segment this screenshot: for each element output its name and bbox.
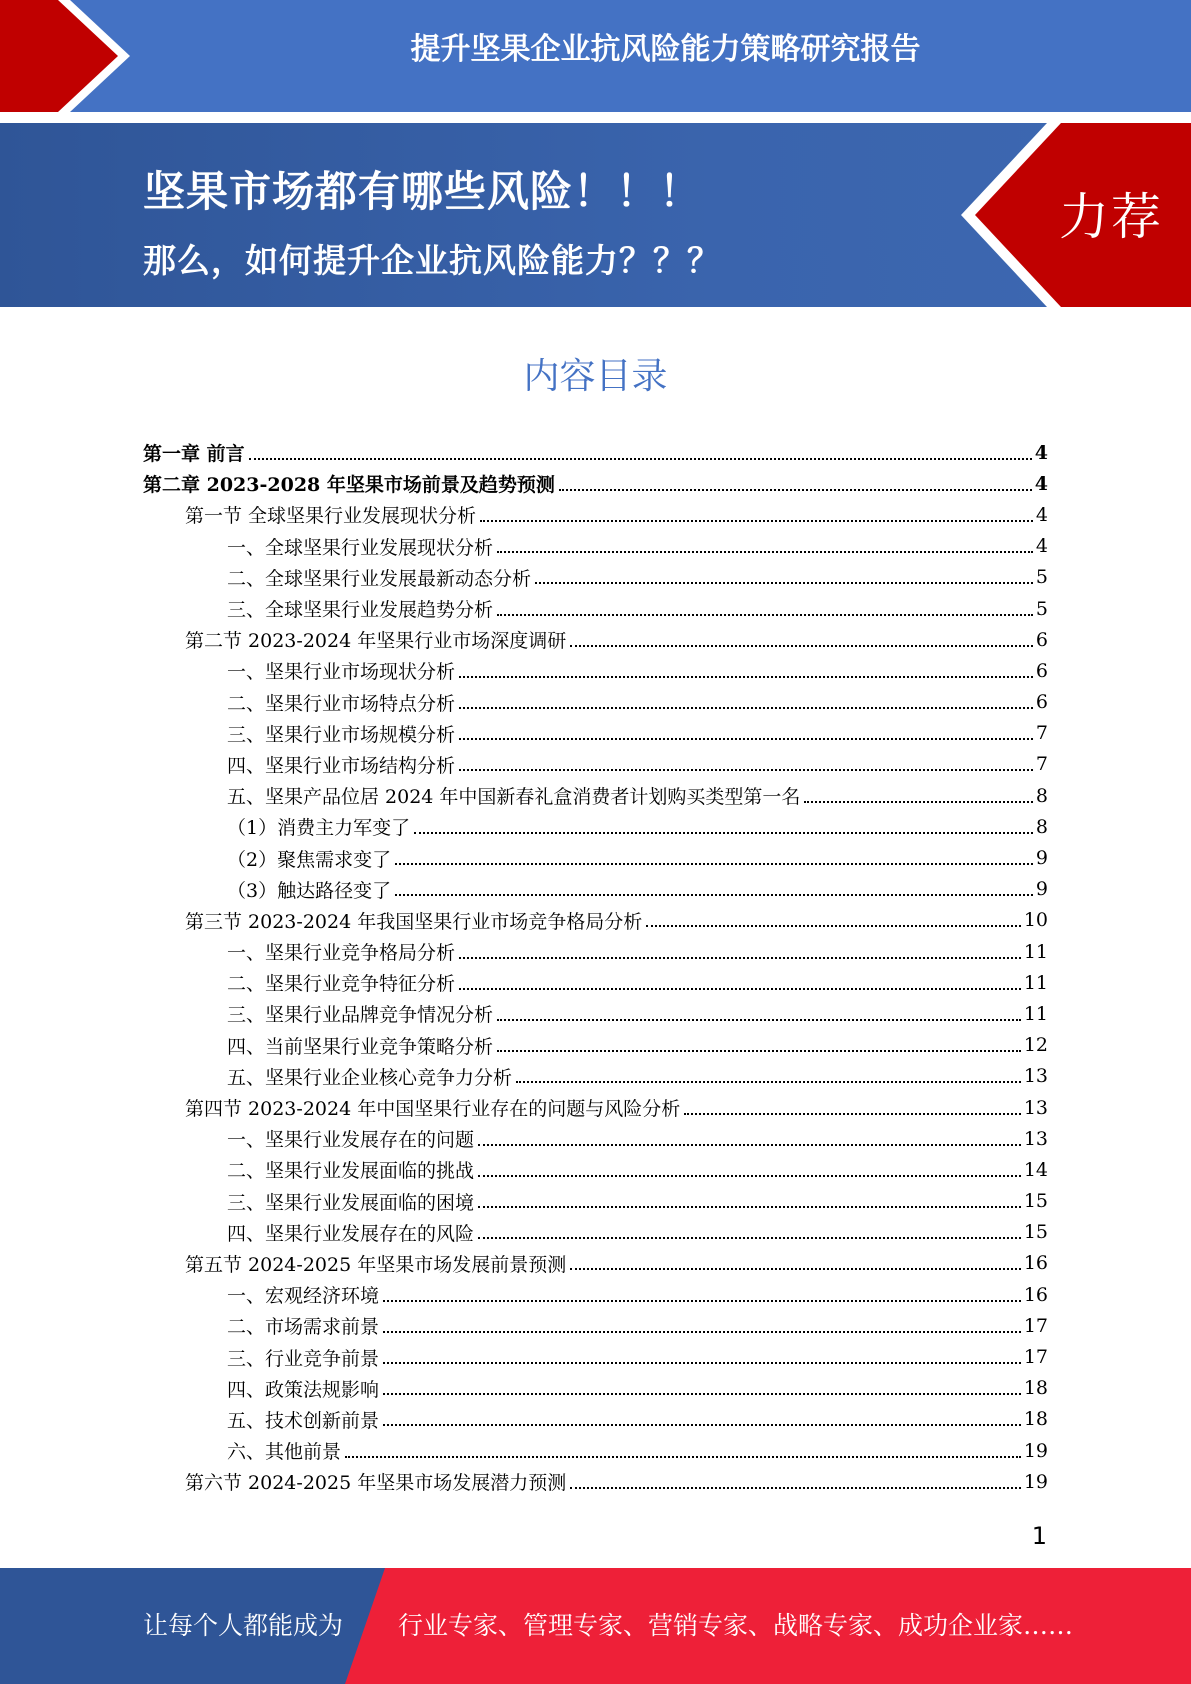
toc-dot-leader <box>804 801 1032 803</box>
toc-entry[interactable] <box>143 1154 1048 1185</box>
toc-dot-leader <box>478 1206 1021 1208</box>
toc-entry[interactable] <box>143 1092 1048 1123</box>
toc-entry[interactable] <box>143 531 1048 562</box>
toc-entry-page: 18 <box>1023 1408 1048 1431</box>
toc-entry[interactable] <box>143 1310 1048 1341</box>
toc-entry[interactable] <box>143 905 1048 936</box>
toc-dot-leader <box>478 1237 1021 1239</box>
toc-entry[interactable] <box>143 1341 1048 1372</box>
toc-entry-label: 第五节 2024-2025 年坚果市场发展前景预测 <box>185 1253 567 1276</box>
toc-entry-page: 17 <box>1023 1314 1048 1337</box>
toc-entry-page: 8 <box>1035 784 1048 807</box>
toc-entry-page: 7 <box>1035 722 1048 745</box>
toc-dot-leader <box>570 645 1033 647</box>
toc-entry[interactable] <box>143 749 1048 780</box>
toc-entry[interactable] <box>143 562 1048 593</box>
toc-entry-page: 11 <box>1023 1002 1048 1025</box>
toc-entry-label: 第一章 前言 <box>143 443 245 466</box>
toc-dot-leader <box>383 1300 1021 1302</box>
toc-dot-leader <box>459 738 1033 740</box>
toc-entry-label: （2）聚焦需求变了 <box>227 848 392 871</box>
toc-dot-leader <box>570 1487 1021 1489</box>
toc-entry-label: 四、坚果行业发展存在的风险 <box>227 1222 475 1245</box>
toc-entry-page: 19 <box>1023 1439 1048 1462</box>
toc-entry[interactable] <box>143 1123 1048 1154</box>
toc-entry-label: 五、坚果行业企业核心竞争力分析 <box>227 1066 513 1089</box>
toc-dot-leader <box>684 1113 1021 1115</box>
toc-entry-page: 18 <box>1023 1377 1048 1400</box>
toc-entry[interactable] <box>143 811 1048 842</box>
toc-dot-leader <box>383 1393 1021 1395</box>
footer-slogan-right: 行业专家、管理专家、营销专家、战略专家、成功企业家…… <box>398 1611 1074 1640</box>
toc-entry[interactable] <box>143 998 1048 1029</box>
toc-entry-label: 第六节 2024-2025 年坚果市场发展潜力预测 <box>185 1472 567 1495</box>
table-of-contents <box>143 437 1048 1497</box>
toc-dot-leader <box>535 582 1033 584</box>
toc-entry-page: 10 <box>1023 909 1048 932</box>
toc-entry-label: 三、坚果行业发展面临的困境 <box>227 1191 475 1214</box>
toc-entry-page: 7 <box>1035 753 1048 776</box>
toc-entry-page: 5 <box>1035 597 1048 620</box>
page-number: 1 <box>1031 1522 1047 1550</box>
toc-dot-leader <box>459 769 1033 771</box>
toc-entry-page: 16 <box>1023 1252 1048 1275</box>
toc-entry-page: 8 <box>1035 815 1048 838</box>
toc-entry-page: 6 <box>1035 628 1048 651</box>
toc-entry-label: 五、技术创新前景 <box>227 1409 380 1432</box>
toc-dot-leader <box>559 489 1032 491</box>
top-header-bar <box>0 0 1191 112</box>
toc-entry-page: 16 <box>1023 1283 1048 1306</box>
toc-entry[interactable] <box>143 1435 1048 1466</box>
toc-entry-label: （3）触达路径变了 <box>227 879 392 902</box>
toc-entry-page: 4 <box>1034 441 1048 464</box>
toc-entry-label: 二、坚果行业竞争特征分析 <box>227 973 456 996</box>
toc-dot-leader <box>383 1424 1021 1426</box>
toc-entry-label: 二、坚果行业市场特点分析 <box>227 692 456 715</box>
toc-entry[interactable] <box>143 718 1048 749</box>
toc-dot-leader <box>478 1144 1021 1146</box>
toc-entry[interactable] <box>143 468 1048 499</box>
toc-dot-leader <box>345 1456 1021 1458</box>
toc-entry[interactable] <box>143 499 1048 530</box>
toc-entry[interactable] <box>143 842 1048 873</box>
toc-entry-label: 四、当前坚果行业竞争策略分析 <box>227 1035 494 1058</box>
toc-entry-label: 一、坚果行业竞争格局分析 <box>227 942 456 965</box>
toc-entry-label: 三、坚果行业品牌竞争情况分析 <box>227 1004 494 1027</box>
recommend-badge-text: 力荐 <box>1059 188 1163 246</box>
toc-entry-label: 第二章 2023-2028 年坚果市场前景及趋势预测 <box>143 474 555 497</box>
toc-entry-label: 一、宏观经济环境 <box>227 1285 380 1308</box>
toc-entry-label: 四、政策法规影响 <box>227 1378 380 1401</box>
toc-entry-page: 11 <box>1023 940 1048 963</box>
toc-entry-label: 三、坚果行业市场规模分析 <box>227 723 456 746</box>
toc-entry-label: 三、全球坚果行业发展趋势分析 <box>227 599 494 622</box>
toc-dot-leader <box>516 1081 1021 1083</box>
toc-entry-page: 9 <box>1035 847 1048 870</box>
toc-dot-leader <box>459 676 1033 678</box>
toc-entry-label: 第三节 2023-2024 年我国坚果行业市场竞争格局分析 <box>185 910 643 933</box>
toc-entry-page: 15 <box>1023 1221 1048 1244</box>
toc-dot-leader <box>249 458 1032 460</box>
toc-dot-leader <box>414 832 1033 834</box>
toc-entry-label: 二、坚果行业发展面临的挑战 <box>227 1160 475 1183</box>
toc-entry[interactable] <box>143 780 1048 811</box>
toc-entry-label: 四、坚果行业市场结构分析 <box>227 754 456 777</box>
report-title: 提升坚果企业抗风险能力策略研究报告 <box>410 32 921 67</box>
toc-entry[interactable] <box>143 1466 1048 1497</box>
toc-entry-page: 4 <box>1035 503 1048 526</box>
toc-entry[interactable] <box>143 1248 1048 1279</box>
headline-secondary: 那么，如何提升企业抗风险能力？？？ <box>143 241 721 280</box>
toc-entry-page: 12 <box>1023 1034 1048 1057</box>
toc-entry[interactable] <box>143 1186 1048 1217</box>
toc-title: 内容目录 <box>523 356 668 397</box>
toc-dot-leader <box>383 1362 1021 1364</box>
toc-entry-label: （1）消费主力军变了 <box>227 817 411 840</box>
toc-entry-page: 5 <box>1035 566 1048 589</box>
toc-entry[interactable] <box>143 624 1048 655</box>
toc-dot-leader <box>497 551 1033 553</box>
toc-dot-leader <box>480 520 1033 522</box>
toc-entry[interactable] <box>143 1061 1048 1092</box>
toc-entry-page: 4 <box>1034 472 1048 495</box>
toc-entry-page: 13 <box>1023 1065 1048 1088</box>
toc-entry-page: 9 <box>1035 878 1048 901</box>
toc-entry-label: 一、坚果行业市场现状分析 <box>227 661 456 684</box>
toc-dot-leader <box>497 614 1033 616</box>
toc-entry-label: 二、全球坚果行业发展最新动态分析 <box>227 567 532 590</box>
toc-entry[interactable] <box>143 437 1048 468</box>
toc-dot-leader <box>459 957 1021 959</box>
toc-entry-page: 14 <box>1023 1158 1048 1181</box>
toc-entry-page: 13 <box>1023 1127 1048 1150</box>
toc-dot-leader <box>395 863 1033 865</box>
toc-entry-label: 三、行业竞争前景 <box>227 1347 380 1370</box>
toc-entry[interactable] <box>143 687 1048 718</box>
toc-entry-page: 6 <box>1035 691 1048 714</box>
toc-entry-page: 19 <box>1023 1470 1048 1493</box>
toc-entry[interactable] <box>143 655 1048 686</box>
toc-entry-page: 13 <box>1023 1096 1048 1119</box>
toc-dot-leader <box>570 1268 1021 1270</box>
toc-entry[interactable] <box>143 1373 1048 1404</box>
toc-dot-leader <box>478 1175 1021 1177</box>
footer-slogan-left: 让每个人都能成为 <box>143 1611 344 1640</box>
toc-entry[interactable] <box>143 874 1048 905</box>
toc-entry-page: 6 <box>1035 659 1048 682</box>
toc-entry-page: 17 <box>1023 1346 1048 1369</box>
toc-entry[interactable] <box>143 1279 1048 1310</box>
toc-entry-page: 4 <box>1035 535 1048 558</box>
toc-entry-label: 六、其他前景 <box>227 1441 342 1464</box>
toc-entry-label: 二、市场需求前景 <box>227 1316 380 1339</box>
footer-slogan-bar <box>0 1568 1191 1684</box>
toc-dot-leader <box>459 988 1021 990</box>
toc-dot-leader <box>497 1050 1021 1052</box>
headline-banner <box>0 123 1191 307</box>
toc-entry[interactable] <box>143 1030 1048 1061</box>
toc-dot-leader <box>497 1019 1021 1021</box>
toc-dot-leader <box>459 707 1033 709</box>
red-arrow-decoration <box>0 0 155 112</box>
toc-entry-label: 第一节 全球坚果行业发展现状分析 <box>185 505 477 528</box>
toc-entry[interactable] <box>143 936 1048 967</box>
toc-entry-label: 第四节 2023-2024 年中国坚果行业存在的问题与风险分析 <box>185 1098 681 1121</box>
toc-entry[interactable] <box>143 967 1048 998</box>
toc-entry-label: 五、坚果产品位居 2024 年中国新春礼盒消费者计划购买类型第一名 <box>227 786 801 809</box>
toc-entry-label: 一、坚果行业发展存在的问题 <box>227 1129 475 1152</box>
toc-dot-leader <box>383 1331 1021 1333</box>
toc-entry[interactable] <box>143 1217 1048 1248</box>
headline-primary: 坚果市场都有哪些风险！！！ <box>143 167 703 216</box>
toc-entry[interactable] <box>143 1404 1048 1435</box>
toc-entry-label: 一、全球坚果行业发展现状分析 <box>227 536 494 559</box>
toc-entry-page: 11 <box>1023 971 1048 994</box>
toc-dot-leader <box>646 925 1021 927</box>
toc-entry-label: 第二节 2023-2024 年坚果行业市场深度调研 <box>185 630 567 653</box>
toc-entry-page: 15 <box>1023 1190 1048 1213</box>
toc-entry[interactable] <box>143 593 1048 624</box>
toc-dot-leader <box>395 894 1033 896</box>
